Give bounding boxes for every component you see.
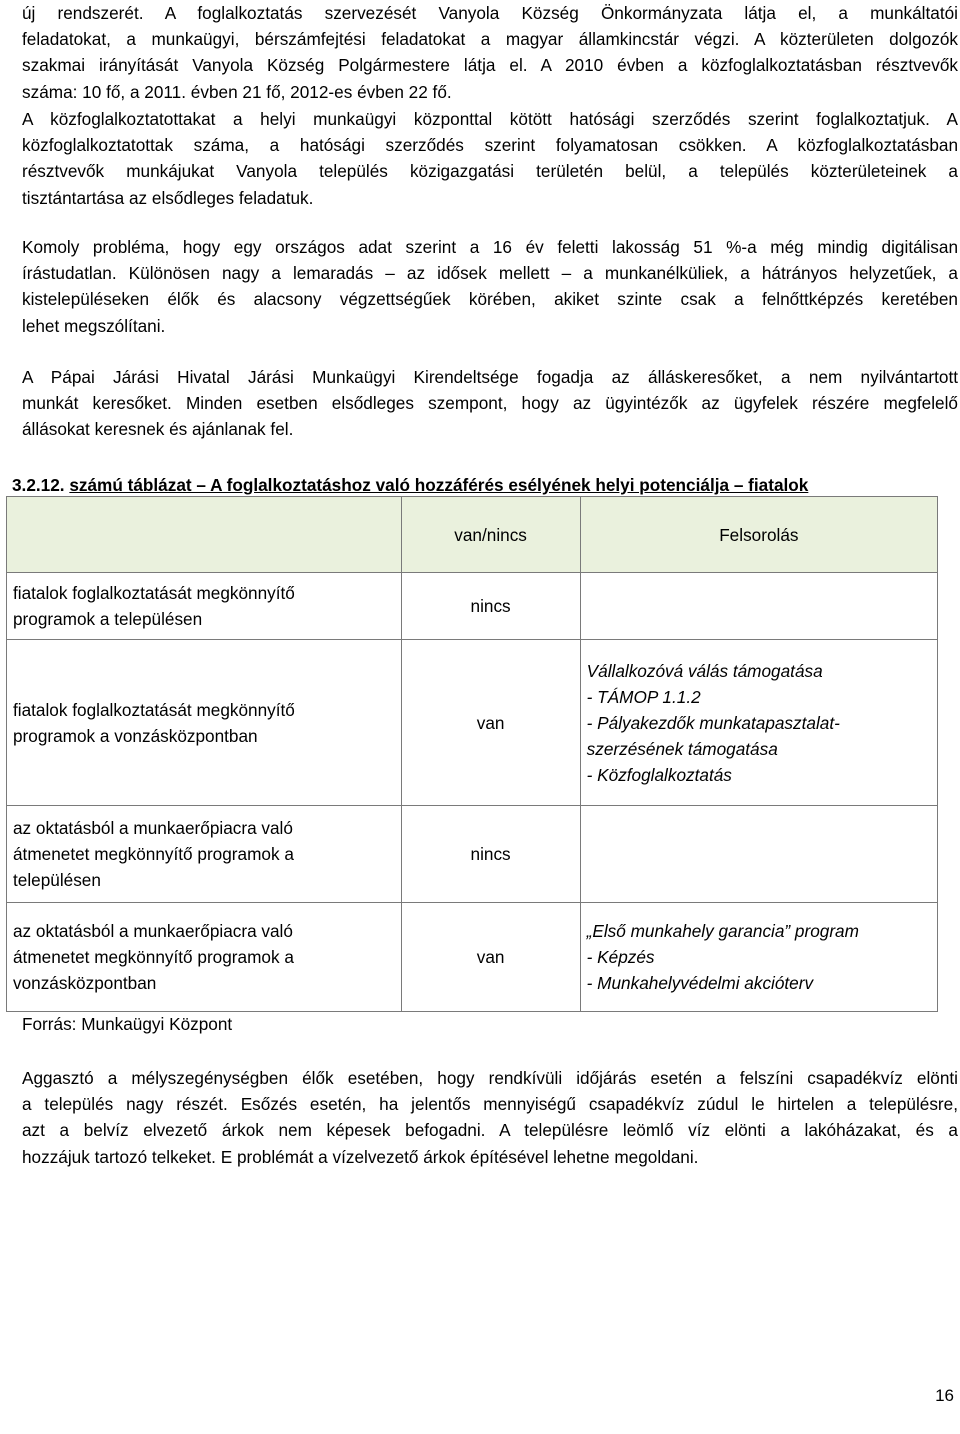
row-list xyxy=(580,903,937,1012)
row-status: nincs xyxy=(401,573,580,640)
label-line: programok a településen xyxy=(13,609,203,629)
table-number: 3.2.12. xyxy=(12,475,65,495)
label-line: átmenetet megkönnyítő programok a xyxy=(13,947,294,967)
text-line: állásokat keresnek és ajánlanak fel. xyxy=(22,419,294,440)
header-cell-empty xyxy=(7,497,402,573)
list-item: - Munkahelyvédelmi akcióterv xyxy=(586,973,814,993)
list-item: szerzésének támogatása xyxy=(586,738,778,759)
list-item: - TÁMOP 1.1.2 xyxy=(586,686,701,707)
table-row xyxy=(7,640,938,806)
label-line: az oktatásból a munkaerőpiacra való xyxy=(13,921,293,941)
text-line: szakmai irányítását Vanyola Község Polgármestere látja el. A 2010 évben a közfoglalkoztatásban résztvevők xyxy=(22,55,958,76)
text-line: hozzájuk tartozó telkeket. E problémát a vízelvezető árkok építésével lehetne megoldani. xyxy=(22,1146,699,1167)
text-line: A közfoglalkoztatottakat a helyi munkaügyi központtal kötött hatósági szerződés szerint foglalkoztatjuk. A xyxy=(22,109,958,129)
text-line: munkát keresőket. Minden esetben elsődleges szempont, hogy az ügyintézők az ügyfelek részére megfelelő xyxy=(22,393,958,414)
text-line: lehet megszólítani. xyxy=(22,315,166,336)
text-line: Komoly probléma, hogy egy országos adat szerint a 16 év feletti lakosság 51 %-a még mindig digitálisan xyxy=(22,237,958,257)
table-caption xyxy=(12,472,952,498)
page-number: 16 xyxy=(935,1386,954,1405)
row-status: van xyxy=(401,640,580,806)
paragraph-digital-illiteracy xyxy=(22,234,958,339)
header-cell-list: Felsorolás xyxy=(580,497,937,573)
text-line: A Pápai Járási Hivatal Járási Munkaügyi Kirendeltsége fogadja az álláskeresőket, a nem nyilvántartott xyxy=(22,367,958,387)
label-line: programok a vonzásközpontban xyxy=(13,725,258,746)
row-status: nincs xyxy=(401,806,580,903)
list-item: - Közfoglalkoztatás xyxy=(586,764,732,785)
row-status: van xyxy=(401,903,580,1012)
list-item: „Első munkahely garancia” program xyxy=(586,921,859,941)
label-line: átmenetet megkönnyítő programok a xyxy=(13,844,294,864)
row-label xyxy=(7,640,402,806)
text-line: azt a belvíz elvezető árkok nem képesek befogadni. A településre leömlő víz elönti a lakóházakat, és a xyxy=(22,1120,958,1141)
paragraph-job-center xyxy=(22,364,958,443)
text-line: közfoglalkoztatottak száma, a hatósági szerződés szerint folyamatosan csökken. A közfoglalkoztatásban xyxy=(22,135,958,156)
label-line: fiatalok foglalkoztatását megkönnyítő xyxy=(13,583,295,603)
text-line: írástudatlan. Különösen nagy a lemaradás – az idősek mellett – a munkanélküliek, a hátrányos helyzetűek, a xyxy=(22,263,958,284)
row-label xyxy=(7,903,402,1012)
row-label xyxy=(7,806,402,903)
text-line: kistelepüléseken élők és alacsony végzettségűek körében, akiket szinte csak a felnőttképzés keretében xyxy=(22,289,958,310)
paragraph-public-workers xyxy=(22,106,958,211)
table-source: Forrás: Munkaügyi Központ xyxy=(22,1014,233,1034)
youth-employment-table xyxy=(6,496,938,1012)
table-row xyxy=(7,903,938,1012)
row-label xyxy=(7,573,402,640)
text-line: száma: 10 fő, a 2011. évben 21 fő, 2012-es évben 22 fő. xyxy=(22,81,452,102)
label-line: vonzásközpontban xyxy=(13,973,157,993)
table-row xyxy=(7,806,938,903)
text-line: feladatokat, a munkaügyi, bérszámfejtési feladatokat a magyar államkincstár végzi. A közterületen dolgozók xyxy=(22,29,958,50)
row-list xyxy=(580,806,937,903)
table-title: számú táblázat – A foglalkoztatáshoz való hozzáférés esélyének helyi potenciálja – fiatalok xyxy=(69,475,809,495)
list-item: - Képzés xyxy=(586,947,655,967)
paragraph-employment-organization xyxy=(22,0,958,105)
text-line: résztvevők munkájukat Vanyola település közigazgatási területén belül, a település közterületeinek a xyxy=(22,161,958,182)
text-line: Aggasztó a mélyszegénységben élők esetében, hogy rendkívüli időjárás esetén a felszíni csapadékvíz elönti xyxy=(22,1068,958,1088)
list-item: Vállalkozóvá válás támogatása xyxy=(586,660,823,681)
row-list xyxy=(580,573,937,640)
label-line: fiatalok foglalkoztatását megkönnyítő xyxy=(13,699,295,720)
label-line: településen xyxy=(13,870,101,890)
list-item: - Pályakezdők munkatapasztalat- xyxy=(586,712,840,733)
text-line: tisztántartása az elsődleges feladatuk. xyxy=(22,187,314,208)
paragraph-flooding xyxy=(22,1065,958,1170)
row-list xyxy=(580,640,937,806)
table-header-row xyxy=(7,497,938,573)
table-row xyxy=(7,573,938,640)
label-line: az oktatásból a munkaerőpiacra való xyxy=(13,818,293,838)
text-line: a település nagy részét. Esőzés esetén, ha jelentős mennyiségű csapadékvíz zúdul le hirtelen a településre, xyxy=(22,1094,958,1115)
text-line: új rendszerét. A foglalkoztatás szervezését Vanyola Község Önkormányzata látja el, a munkáltatói xyxy=(22,3,958,23)
header-cell-status: van/nincs xyxy=(401,497,580,573)
